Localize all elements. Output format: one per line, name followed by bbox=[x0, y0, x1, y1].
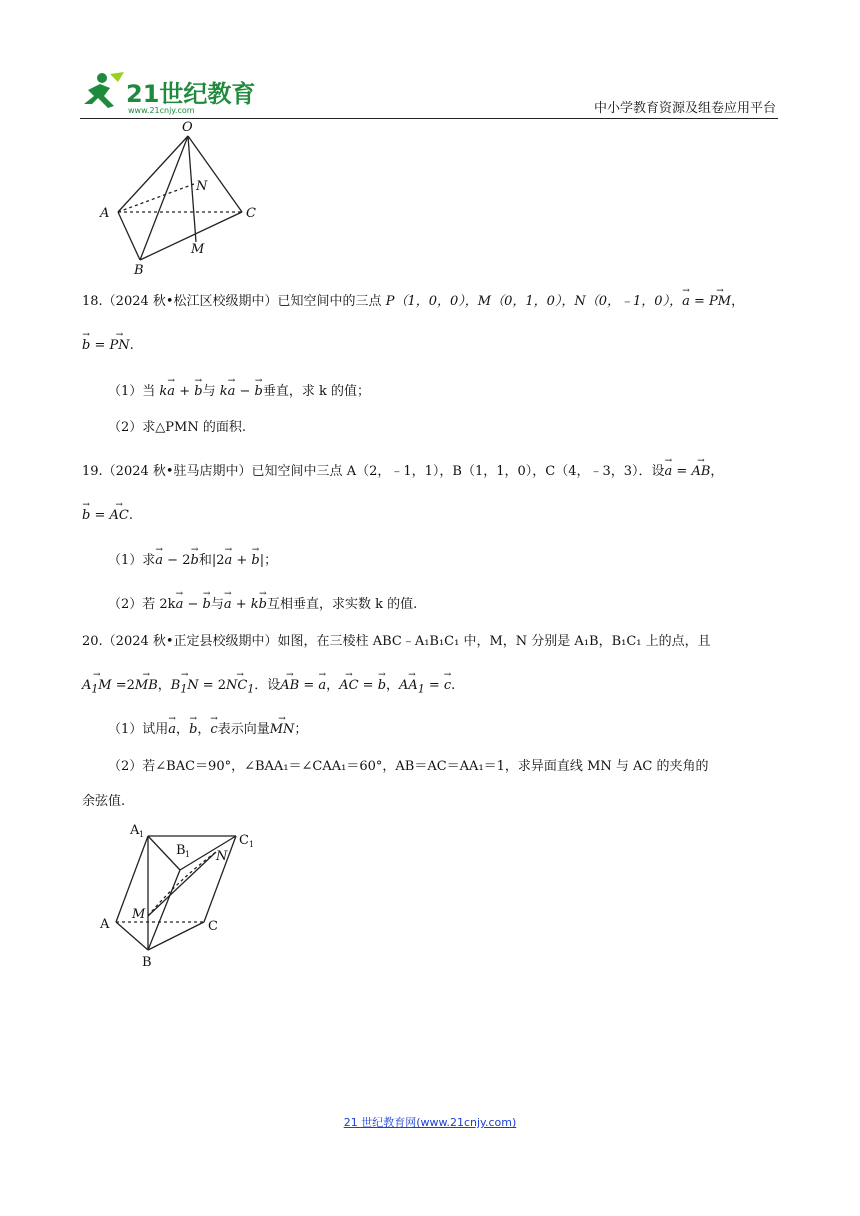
label-A1: A bbox=[130, 823, 140, 838]
label-A: A bbox=[100, 206, 110, 221]
q18-stem-cont: → b = → PN. bbox=[82, 336, 134, 356]
label-C1: C bbox=[239, 833, 249, 848]
prism-figure bbox=[96, 822, 266, 972]
q20-stem-cont: → $A_1M =2\to$ MB，→ $B_1N = 2\to NC_1$．设→ AB = → a，→ AC = → b，→ $AA_1$ = → c. bbox=[82, 676, 455, 700]
logo-wordmark: 21世纪教育 bbox=[126, 80, 256, 108]
label-B1-sub: 1 bbox=[185, 850, 191, 859]
label-O: O bbox=[182, 120, 193, 135]
q19-stem-cont: → b = → AC. bbox=[82, 506, 133, 526]
q18-part2: （2）求△PMN 的面积. bbox=[108, 420, 246, 435]
label-M2: M bbox=[132, 907, 146, 922]
label-C1-sub: 1 bbox=[249, 840, 255, 849]
label-A2: A bbox=[100, 917, 110, 932]
label-N2: N bbox=[216, 849, 228, 864]
header-platform-title: 中小学教育资源及组卷应用平台 bbox=[593, 101, 776, 116]
q20-part1: （1）试用→ a，→ b，→ c表示向量→ MN； bbox=[108, 720, 307, 740]
label-M: M bbox=[191, 242, 205, 257]
q20-stem: 20.（2024 秋•正定县校级期中）如图，在三棱柱 ABC﹣A₁B₁C₁ 中，M，N 分别是 A₁B，B₁C₁ 上的点，且 bbox=[82, 634, 711, 649]
footer bbox=[0, 1114, 860, 1130]
label-B1: B bbox=[176, 843, 186, 858]
logo-url: www.21cnjy.com bbox=[128, 106, 195, 115]
q19-stem: 19.（2024 秋•驻马店期中）已知空间中三点 A（2，﹣1，1），B（1，1，0），C（4，﹣3，3）．设→ a = → AB， bbox=[82, 462, 723, 482]
label-C2: C bbox=[208, 919, 218, 934]
site-logo bbox=[80, 68, 270, 116]
label-B2: B bbox=[142, 955, 152, 970]
tetrahedron-figure bbox=[96, 118, 266, 278]
q20-part2-cont: 余弦值. bbox=[82, 794, 126, 809]
footer-link[interactable]: 21 世纪教育网(www.21cnjy.com) bbox=[343, 1116, 517, 1129]
label-A1-sub: 1 bbox=[139, 830, 145, 839]
label-C: C bbox=[246, 206, 256, 221]
q20-part2: （2）若∠BAC＝90°，∠BAA₁＝∠CAA₁＝60°，AB＝AC＝AA₁＝1，求异面直线 MN 与 AC 的夹角的 bbox=[108, 759, 709, 774]
q18-stem: 18.（2024 秋•松江区校级期中）已知空间中的三点 P（1，0，0），M（0，1，0），N（0，﹣1，0），→ a = → PM， bbox=[82, 292, 744, 312]
q19-part1: （1）求→ a − 2→ b和|2→ a + → b|； bbox=[108, 551, 277, 571]
q18-part1: （1）当 k→ a + → b与 k→ a − → b垂直，求 k 的值； bbox=[108, 382, 370, 402]
q19-part2: （2）若 2k→ a − → b与→ a + k→ b互相垂直，求实数 k 的值. bbox=[108, 595, 417, 615]
label-B: B bbox=[134, 263, 144, 278]
label-N: N bbox=[196, 179, 208, 194]
